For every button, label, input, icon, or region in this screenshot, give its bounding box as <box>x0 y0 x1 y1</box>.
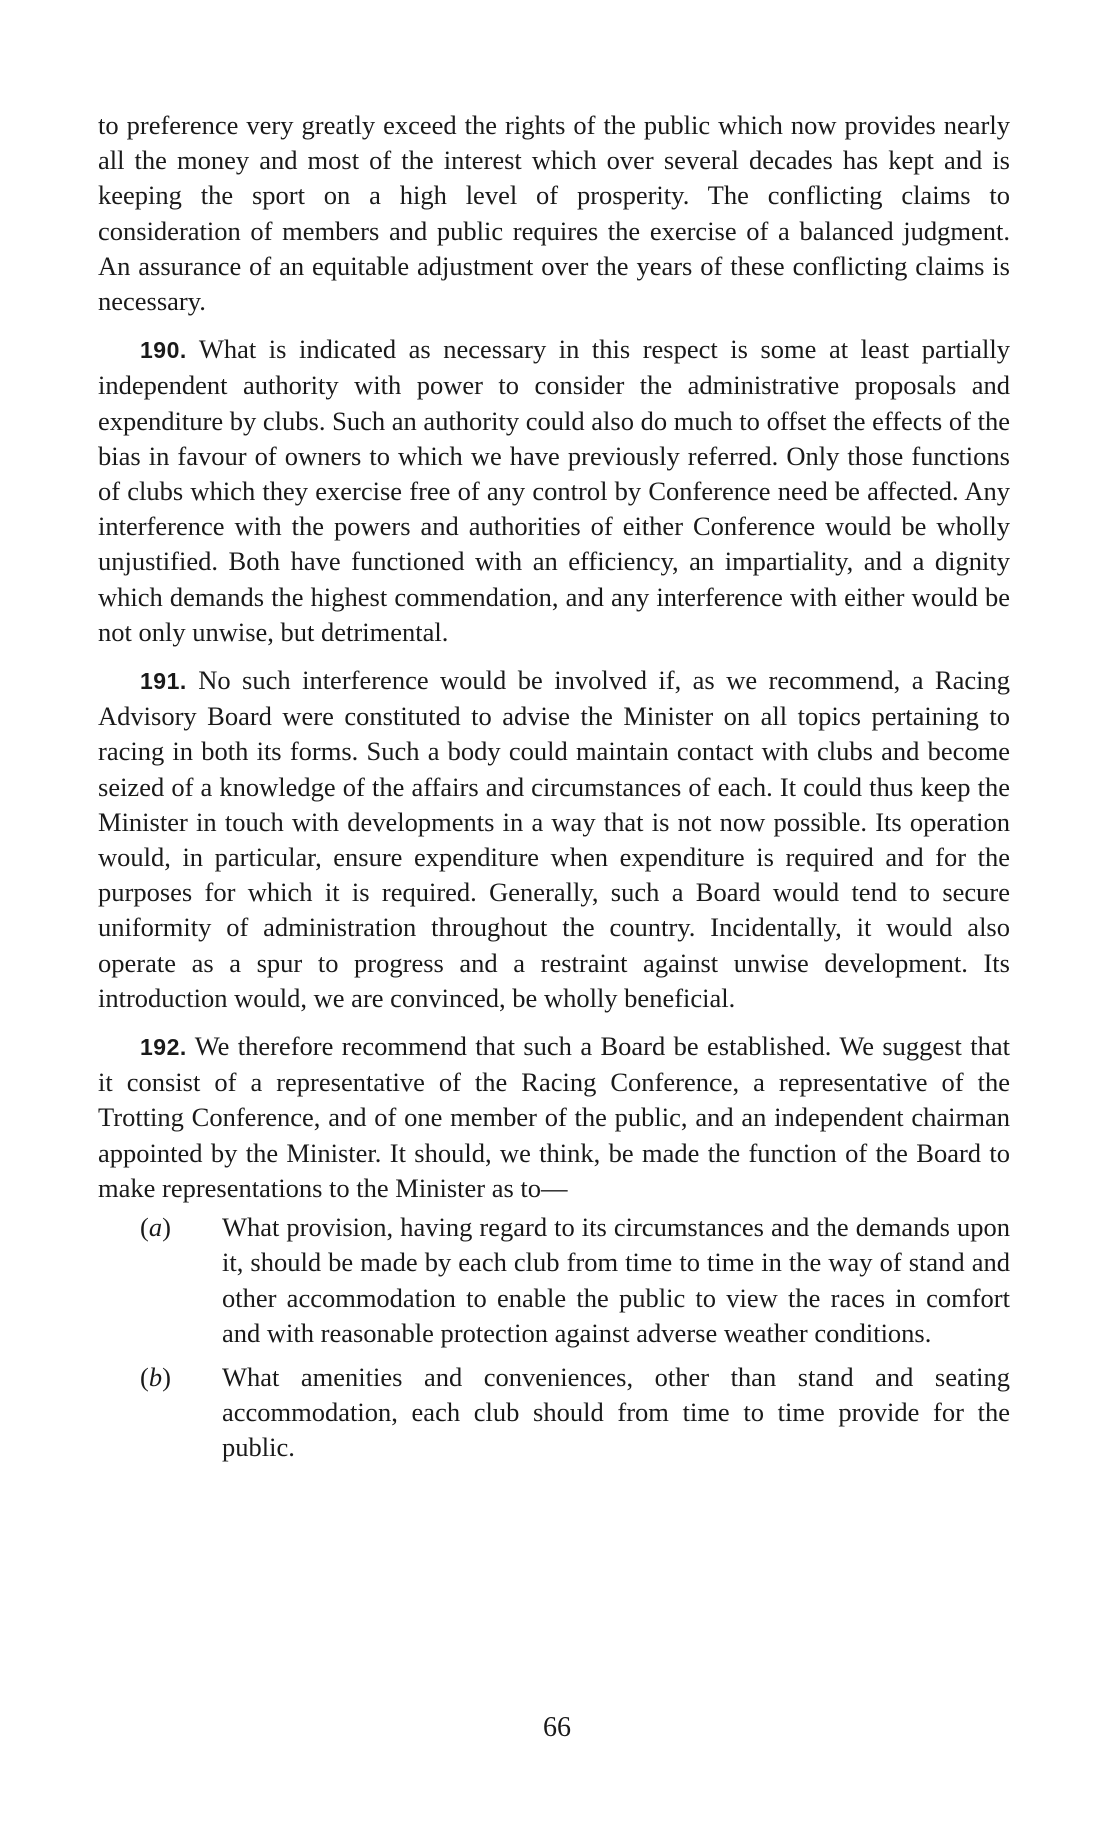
paragraph-191 <box>98 663 1010 1016</box>
paragraph-192 <box>98 1029 1010 1206</box>
list-item-text: What amenities and conveniences, other than stand and seating accommodation, each club should from time to time provide for the public. <box>222 1361 1010 1463</box>
page-body <box>98 108 1010 1475</box>
list-item-label: (a) <box>140 1212 171 1243</box>
opening-paragraph: to preference very greatly exceed the rights of the public which now provides nearly all the money and most of the interest which over several decades has kept and is keeping the sport on a high level of prosperity. The conflicting claims to consideration of members and public requires the exercise of a balanced judgment. An assurance of an equitable adjustment over the years of these conflicting claims is necessary. <box>98 110 1010 317</box>
paragraph-text: What is indicated as necessary in this respect is some at least partially independent authority with power to consider the administrative proposals and expenditure by clubs. Such an authority could also do much to offset the effects of the bias in favour of owners to which we have previously referred. Only those functions of clubs which they exercise free of any control by Conference need be affected. Any interference with the powers and authorities of either Conference would be wholly unjustified. Both have functioned with an efficiency, an impartiality, and a dignity which demands the highest commendation, and any interference with either would be not only unwise, but detrimental. <box>98 334 1010 647</box>
list-item-label: (b) <box>140 1361 171 1392</box>
paragraph-number: 192. <box>140 1034 187 1061</box>
paragraph-190 <box>98 332 1010 650</box>
paragraph-number: 191. <box>140 668 187 695</box>
list-item-b <box>98 1360 1010 1466</box>
paragraph-text: No such interference would be involved if, as we recommend, a Racing Advisory Board were constituted to advise the Minister on all topics pertaining to racing in both its forms. Such a body could maintain contact with clubs and become seized of a knowledge of the affairs and circumstances of each. It could thus keep the Minister in touch with developments in a way that is not now possible. Its operation would, in particular, ensure expenditure when expenditure is required and for the purposes for which it is required. Generally, such a Board would tend to secure uniformity of administration throughout the country. Incidentally, it would also operate as a spur to progress and a restraint against unwise development. Its introduction would, we are convinced, be wholly beneficial. <box>98 665 1010 1013</box>
page-number: 66 <box>543 1712 571 1743</box>
recommendation-list <box>98 1210 1010 1465</box>
paragraph-number: 190. <box>140 337 187 364</box>
list-item-text: What provision, having regard to its circumstances and the demands upon it, should be made by each club from time to time in the way of stand and other accommodation to enable the public to view the races in comfort and with reasonable protection against adverse weather conditions. <box>222 1212 1010 1348</box>
paragraph-text: We therefore recommend that such a Board be established. We suggest that it consist of a representative of the Racing Conference, a representative of the Trotting Conference, and of one member of the public, and an independent chairman appointed by the Minister. It should, we think, be made the function of the Board to make representations to the Minister as to— <box>98 1031 1010 1203</box>
list-item-a <box>98 1210 1010 1351</box>
